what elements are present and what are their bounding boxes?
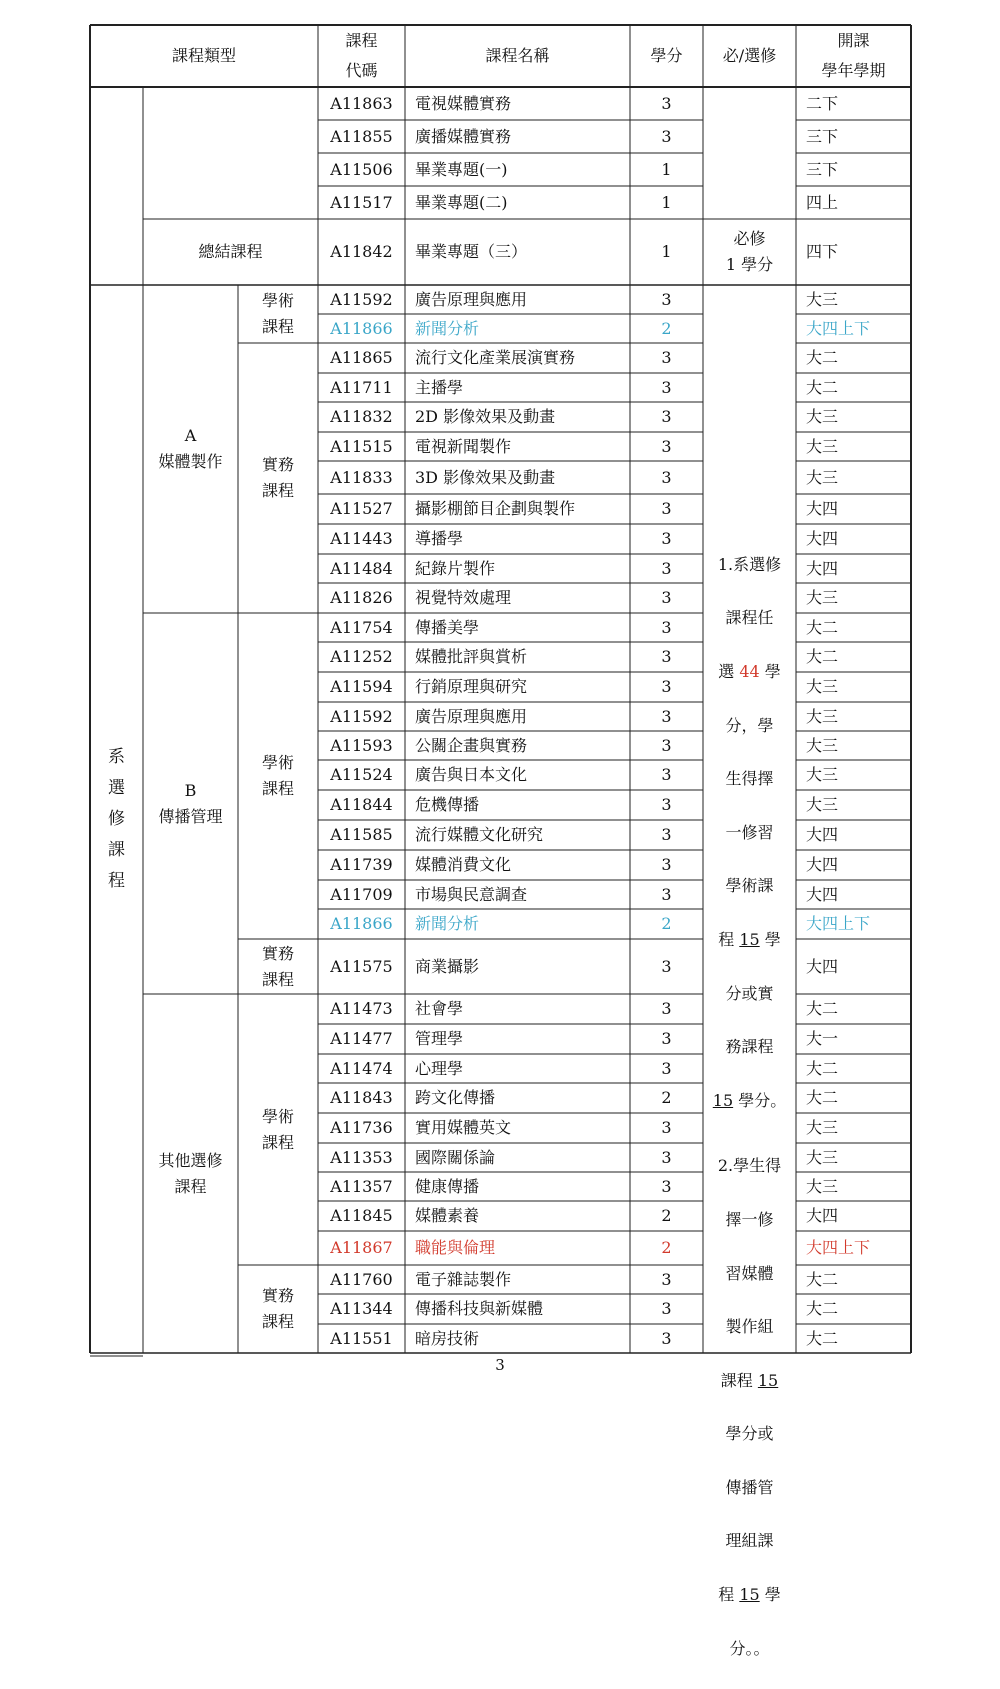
- course-name: 紀錄片製作: [415, 558, 496, 578]
- note-line: 1.系選修: [717, 554, 782, 574]
- course-term: 大四: [806, 529, 839, 548]
- note-line: 程 15 學: [718, 1585, 781, 1605]
- group-b-practice-label: 實務 課程: [261, 943, 294, 989]
- note-line: 15 學分。: [712, 1090, 787, 1110]
- course-code: A11709: [330, 884, 393, 904]
- course-term: 大四上下: [806, 914, 871, 933]
- course-term: 四下: [806, 242, 839, 261]
- course-code: A11353: [330, 1147, 393, 1167]
- course-credit: 2: [661, 1206, 672, 1225]
- header-course-code: 課程 代碼: [345, 31, 378, 80]
- course-code: A11866: [330, 318, 393, 338]
- course-code: A11506: [330, 159, 393, 179]
- course-term: 大三: [806, 289, 839, 309]
- course-credit: 3: [661, 1029, 672, 1048]
- course-code: A11344: [330, 1299, 393, 1318]
- course-name: 廣告與日本文化: [415, 765, 528, 784]
- course-code: A11845: [330, 1206, 393, 1225]
- course-name: 職能與倫理: [415, 1238, 496, 1257]
- course-code: A11843: [330, 1088, 393, 1107]
- note-line: 學術課: [725, 876, 774, 896]
- course-credit: 2: [661, 1238, 672, 1257]
- course-name: 流行文化產業展演實務: [415, 348, 576, 367]
- group-a-practice-label: 實務 課程: [261, 455, 294, 500]
- group-other-practice-label: 實務 課程: [261, 1286, 294, 1331]
- course-code: A11736: [330, 1118, 393, 1137]
- course-credit: 3: [661, 765, 672, 784]
- course-name: 心理學: [415, 1058, 464, 1078]
- course-name: 公關企畫與實務: [415, 735, 528, 755]
- course-code: A11855: [330, 126, 393, 146]
- course-term: 大三: [806, 1176, 839, 1196]
- course-code: A11760: [330, 1269, 393, 1289]
- course-term: 大三: [806, 795, 839, 814]
- course-term: 大四: [806, 956, 839, 976]
- course-name: 新聞分析: [415, 914, 480, 933]
- course-code: A11484: [330, 558, 393, 578]
- course-code: A11826: [330, 588, 393, 607]
- note-line: 習媒體: [725, 1263, 774, 1283]
- course-code: A11524: [330, 765, 393, 784]
- course-name: 行銷原理與研究: [415, 677, 528, 696]
- course-term: 大二: [806, 1299, 839, 1318]
- course-term: 大二: [806, 1058, 839, 1078]
- course-term: 大二: [806, 647, 839, 666]
- course-term: 大二: [806, 1269, 839, 1289]
- course-credit: 3: [661, 1147, 672, 1167]
- course-term: 大三: [806, 765, 839, 784]
- course-name: 媒體批評與賞析: [415, 647, 528, 666]
- course-name: 3D 影像效果及動畫: [415, 467, 556, 487]
- course-code: A11594: [330, 677, 393, 696]
- course-term: 大三: [806, 467, 839, 487]
- course-name: 電視新聞製作: [415, 436, 512, 456]
- course-term: 大二: [806, 377, 839, 397]
- course-code: A11477: [330, 1029, 393, 1048]
- course-code: A11517: [330, 192, 393, 212]
- course-term: 大四: [806, 499, 839, 518]
- course-credit: 3: [661, 617, 672, 637]
- course-credit: 3: [661, 795, 672, 814]
- course-name: 2D 影像效果及動畫: [415, 407, 556, 426]
- course-name: 新聞分析: [415, 318, 480, 338]
- course-term: 大四: [806, 884, 839, 904]
- course-credit: 3: [661, 126, 672, 146]
- course-credit: 3: [661, 377, 672, 397]
- note-line: 課程任: [725, 608, 774, 628]
- course-term: 大四上下: [806, 318, 871, 338]
- course-name: 主播學: [415, 377, 464, 397]
- course-term: 大四: [806, 558, 839, 578]
- course-term: 三下: [806, 126, 839, 146]
- group-a-academic-label: 學術 課程: [261, 291, 294, 336]
- course-credit: 2: [661, 318, 672, 338]
- course-credit: 2: [661, 914, 672, 933]
- course-name: 廣播媒體實務: [415, 126, 512, 146]
- course-term: 大三: [806, 677, 839, 696]
- note-line: 製作組: [725, 1317, 774, 1337]
- course-name: 電子雜誌製作: [415, 1269, 512, 1289]
- course-code: A11515: [330, 436, 393, 456]
- note-line: 擇一修: [725, 1209, 774, 1229]
- elective-requirement-note: [703, 285, 796, 1658]
- course-name: 危機傳播: [415, 795, 480, 814]
- group-b-communication-management: B 傳播管理: [158, 780, 223, 826]
- course-credit: 3: [661, 647, 672, 666]
- course-name: 視覺特效處理: [415, 588, 512, 607]
- course-code: A11252: [330, 647, 393, 666]
- page-number: 3: [495, 1356, 505, 1374]
- course-term: 大四: [806, 1206, 839, 1225]
- course-code: A11832: [330, 407, 393, 426]
- course-code: A11844: [330, 795, 393, 814]
- course-term: 大四: [806, 825, 839, 844]
- course-term: 大三: [806, 706, 839, 726]
- summary-required-note: 必修 1 學分: [725, 229, 774, 274]
- note-line: 生得擇: [725, 769, 774, 789]
- course-term: 三下: [806, 159, 839, 179]
- course-code: A11711: [330, 377, 393, 397]
- note-line: 傳播管: [725, 1477, 774, 1497]
- course-credit: 3: [661, 529, 672, 548]
- course-credit: 1: [661, 159, 672, 179]
- note-line: 理組課: [725, 1531, 774, 1551]
- course-term: 大二: [806, 1088, 839, 1107]
- course-credit: 2: [661, 1088, 672, 1107]
- course-name: 商業攝影: [415, 956, 480, 976]
- course-term: 大三: [806, 735, 839, 755]
- course-credit: 3: [661, 289, 672, 309]
- course-name: 廣告原理與應用: [415, 289, 528, 309]
- note-credit-44: 44: [739, 661, 760, 681]
- course-credit: 3: [661, 999, 672, 1018]
- course-code: A11866: [330, 914, 393, 933]
- course-name: 傳播美學: [415, 617, 480, 637]
- course-credit: 3: [661, 348, 672, 367]
- header-course-name: 課程名稱: [485, 46, 550, 65]
- course-credit: 1: [661, 242, 672, 261]
- course-code: A11474: [330, 1058, 393, 1078]
- course-name: 國際關係論: [415, 1147, 496, 1167]
- group-other-electives: 其他選修 課程: [158, 1150, 223, 1196]
- course-term: 四上: [806, 192, 839, 212]
- course-name: 畢業專題(一): [415, 159, 508, 179]
- course-code: A11865: [330, 348, 393, 367]
- course-code: A11527: [330, 499, 393, 518]
- course-code: A11592: [330, 706, 393, 726]
- course-term: 大三: [806, 588, 839, 607]
- course-code: A11575: [330, 956, 393, 976]
- course-term: 大三: [806, 407, 839, 426]
- course-name: 畢業專題(二): [415, 192, 508, 212]
- header-course-type: 課程類型: [171, 46, 236, 65]
- course-code: A11842: [330, 242, 393, 261]
- course-credit: 3: [661, 956, 672, 976]
- note-line: 務課程: [725, 1037, 774, 1057]
- course-code: A11833: [330, 467, 393, 487]
- header-credit: 學分: [650, 46, 683, 65]
- course-term: 大三: [806, 1147, 839, 1167]
- note-line: 學分或: [725, 1424, 774, 1444]
- course-term: 大二: [806, 348, 839, 367]
- note-line: 分，學: [725, 715, 774, 735]
- course-code: A11357: [330, 1176, 393, 1196]
- course-name: 傳播科技與新媒體: [415, 1299, 544, 1318]
- group-a-media-production: A 媒體製作: [158, 426, 223, 471]
- summary-course-label: 總結課程: [198, 242, 263, 261]
- course-code: A11443: [330, 529, 393, 548]
- course-credit: 3: [661, 735, 672, 755]
- course-credit: 3: [661, 706, 672, 726]
- course-credit: 3: [661, 855, 672, 874]
- course-term: 二下: [806, 93, 839, 113]
- course-name: 管理學: [415, 1029, 464, 1048]
- course-credit: 3: [661, 825, 672, 844]
- course-credit: 3: [661, 93, 672, 113]
- department-elective-label: 系 選 修 課 程: [108, 746, 125, 891]
- course-credit: 3: [661, 1176, 672, 1196]
- course-code: A11863: [330, 93, 393, 113]
- course-code: A11551: [330, 1328, 393, 1348]
- group-other-academic-label: 學術 課程: [261, 1106, 294, 1152]
- course-credit: 3: [661, 1058, 672, 1078]
- course-credit: 3: [661, 1299, 672, 1318]
- course-name: 媒體素養: [415, 1206, 480, 1225]
- course-name: 實用媒體英文: [415, 1118, 512, 1137]
- course-name: 健康傳播: [415, 1176, 480, 1196]
- course-name: 跨文化傳播: [415, 1088, 496, 1107]
- course-term: 大三: [806, 1118, 839, 1137]
- note-line: 課程 15: [720, 1370, 779, 1390]
- course-term: 大一: [806, 1029, 839, 1048]
- course-name: 導播學: [415, 529, 464, 548]
- course-credit: 3: [661, 1269, 672, 1289]
- course-credit: 3: [661, 884, 672, 904]
- header-term: 開課 學年學期: [821, 31, 886, 80]
- course-term: 大二: [806, 999, 839, 1018]
- course-credit: 3: [661, 1118, 672, 1137]
- note-line: 選 44 學: [718, 661, 781, 681]
- course-code: A11473: [330, 999, 393, 1018]
- course-term: 大四: [806, 855, 839, 874]
- course-term: 大三: [806, 436, 839, 456]
- header-required-elective: 必/選修: [722, 46, 777, 65]
- course-credit: 3: [661, 436, 672, 456]
- course-credit: 3: [661, 558, 672, 578]
- course-name: 廣告原理與應用: [415, 706, 528, 726]
- course-credit: 3: [661, 407, 672, 426]
- course-code: A11754: [330, 617, 393, 637]
- course-credit: 3: [661, 467, 672, 487]
- note-line: 分或實: [725, 983, 774, 1003]
- course-credit: 3: [661, 1328, 672, 1348]
- course-name: 市場與民意調查: [415, 884, 528, 904]
- course-code: A11867: [330, 1238, 393, 1257]
- course-name: 畢業專題（三）: [415, 242, 528, 261]
- course-credit: 3: [661, 499, 672, 518]
- course-name: 社會學: [415, 999, 464, 1018]
- course-term: 大二: [806, 617, 839, 637]
- course-credit: 3: [661, 588, 672, 607]
- group-b-academic-label: 學術 課程: [261, 753, 294, 798]
- course-code: A11593: [330, 735, 393, 755]
- course-name: 媒體消費文化: [415, 855, 512, 874]
- course-code: A11739: [330, 855, 393, 874]
- course-code: A11585: [330, 825, 393, 844]
- course-name: 攝影棚節目企劃與製作: [415, 499, 576, 518]
- note-line: 一修習: [725, 822, 774, 842]
- course-term: 大四上下: [806, 1238, 871, 1257]
- course-name: 電視媒體實務: [415, 93, 512, 113]
- course-name: 暗房技術: [415, 1328, 480, 1348]
- note-line: 程 15 學: [718, 929, 781, 949]
- note-line: 分。。: [729, 1638, 770, 1658]
- course-code: A11592: [330, 289, 393, 309]
- course-name: 流行媒體文化研究: [415, 825, 544, 844]
- course-credit: 1: [661, 192, 672, 212]
- course-credit: 3: [661, 677, 672, 696]
- course-term: 大二: [806, 1328, 839, 1348]
- note-line: 2.學生得: [717, 1156, 782, 1176]
